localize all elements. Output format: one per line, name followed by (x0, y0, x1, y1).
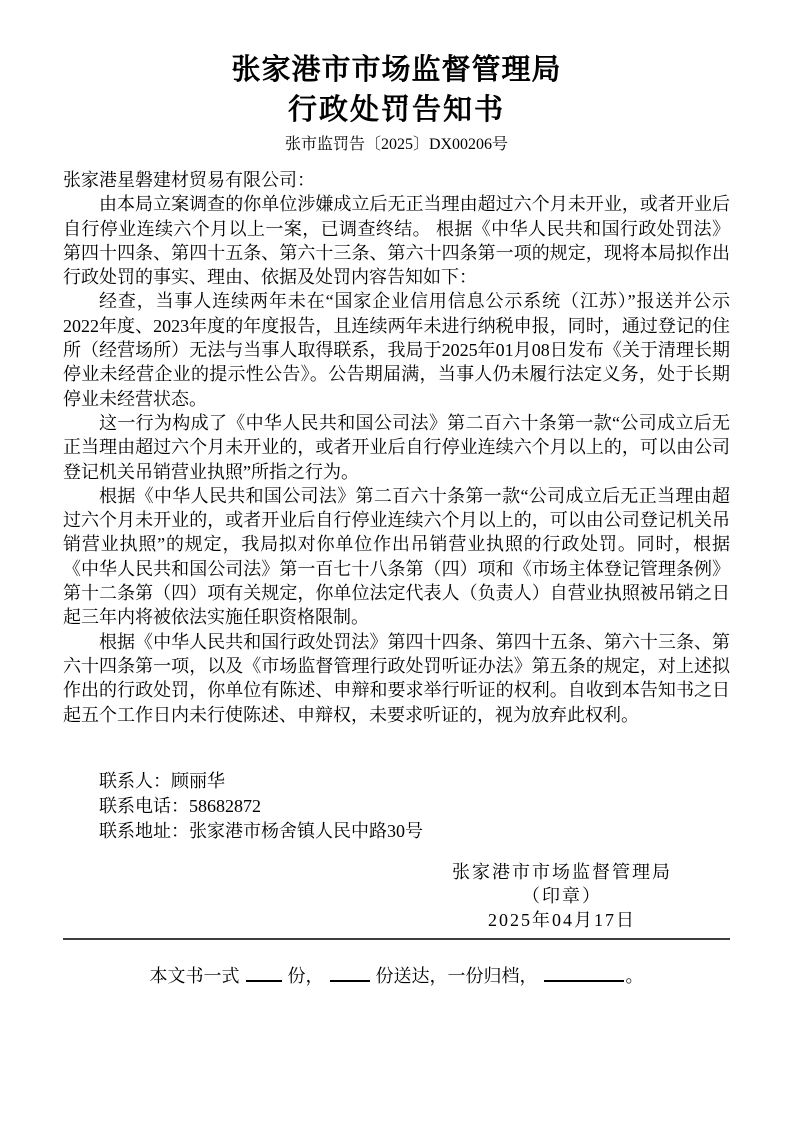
signature-block (452, 860, 672, 932)
delivery-count-blank (330, 966, 370, 982)
agency-title: 张家港市市场监督管理局 (231, 54, 562, 86)
body-paragraph-5: 根据《中华人民共和国行政处罚法》第四十四条、第四十五条、第六十三条、第六十四条第一项，以及《市场监督管理行政处罚听证办法》第五条的规定，对上述拟作出的行政处罚，你单位有陈述、申辩和要求举行听证的权利。自收到本告知书之日起五个工作日内未行使陈述、申辩权，未要求听证的，视为放弃此权利。 (63, 631, 730, 725)
contact-block (63, 769, 730, 844)
footer-delivery-label: 份送达，一份归档， (375, 965, 538, 986)
copies-count-blank (246, 966, 282, 982)
divider-rule (63, 938, 730, 940)
document-number: 张市监罚告〔2025〕DX00206号 (284, 136, 509, 153)
contact-phone-line: 联系电话：58682872 (99, 795, 261, 816)
contact-person-line: 联系人：顾丽华 (99, 770, 225, 791)
footer-end-punctuation: 。 (625, 965, 644, 986)
archive-blank (544, 966, 624, 982)
recipient-line: 张家港星磐建材贸易有限公司： (63, 170, 315, 190)
footer-copies-label: 本文书一式 (149, 965, 240, 986)
body-paragraph-4: 根据《中华人民共和国公司法》第二百六十条第一款“公司成立后无正当理由超过六个月未开业的，或者开业后自行停业连续六个月以上的，可以由公司登记机关吊销营业执照”的规定，我局拟对你单位作出吊销营业执照的行政处罚。同时，根据《中华人民共和国公司法》第一百七十八条第（四）项和《市场主体登记管理条例》第十二条第（四）项有关规定，你单位法定代表人（负责人）自营业执照被吊销之日起三年内将被依法实施任职资格限制。 (63, 485, 730, 628)
signature-seal: （印章） (522, 885, 602, 906)
body-paragraph-2: 经查，当事人连续两年未在“国家企业信用信息公示系统（江苏）”报送并公示2022年度、2023年度的年度报告，且连续两年未进行纳税申报，同时，通过登记的住所（经营场所）无法与当事人取得联系，我局于2025年01月08日发布《关于清理长期停业未经营企业的提示性公告》。公告期届满，当事人仍未履行法定义务，处于长期停业未经营状态。 (63, 291, 730, 409)
document-body (63, 168, 730, 727)
contact-address-line: 联系地址：张家港市杨舍镇人民中路30号 (99, 820, 423, 841)
body-paragraph-1: 由本局立案调查的你单位涉嫌成立后无正当理由超过六个月未开业，或者开业后自行停业连续六个月以上一案，已调查终结。 根据《中华人民共和国行政处罚法》第四十四条、第四十五条、第六十三条、第六十四条第一项的规定，现将本局拟作出行政处罚的事实、理由、依据及处罚内容告知如下： (63, 194, 730, 288)
signature-agency: 张家港市市场监督管理局 (452, 861, 672, 882)
document-title: 行政处罚告知书 (287, 94, 505, 126)
body-paragraph-3: 这一行为构成了《中华人民共和国公司法》第二百六十条第一款“公司成立后无正当理由超过六个月未开业的，或者开业后自行停业连续六个月以上的，可以由公司登记机关吊销营业执照”所指之行为。 (63, 412, 730, 482)
signature-date: 2025年04月17日 (488, 909, 636, 930)
footer-unit-label: 份， (287, 965, 324, 986)
copies-footer-line (63, 964, 730, 988)
